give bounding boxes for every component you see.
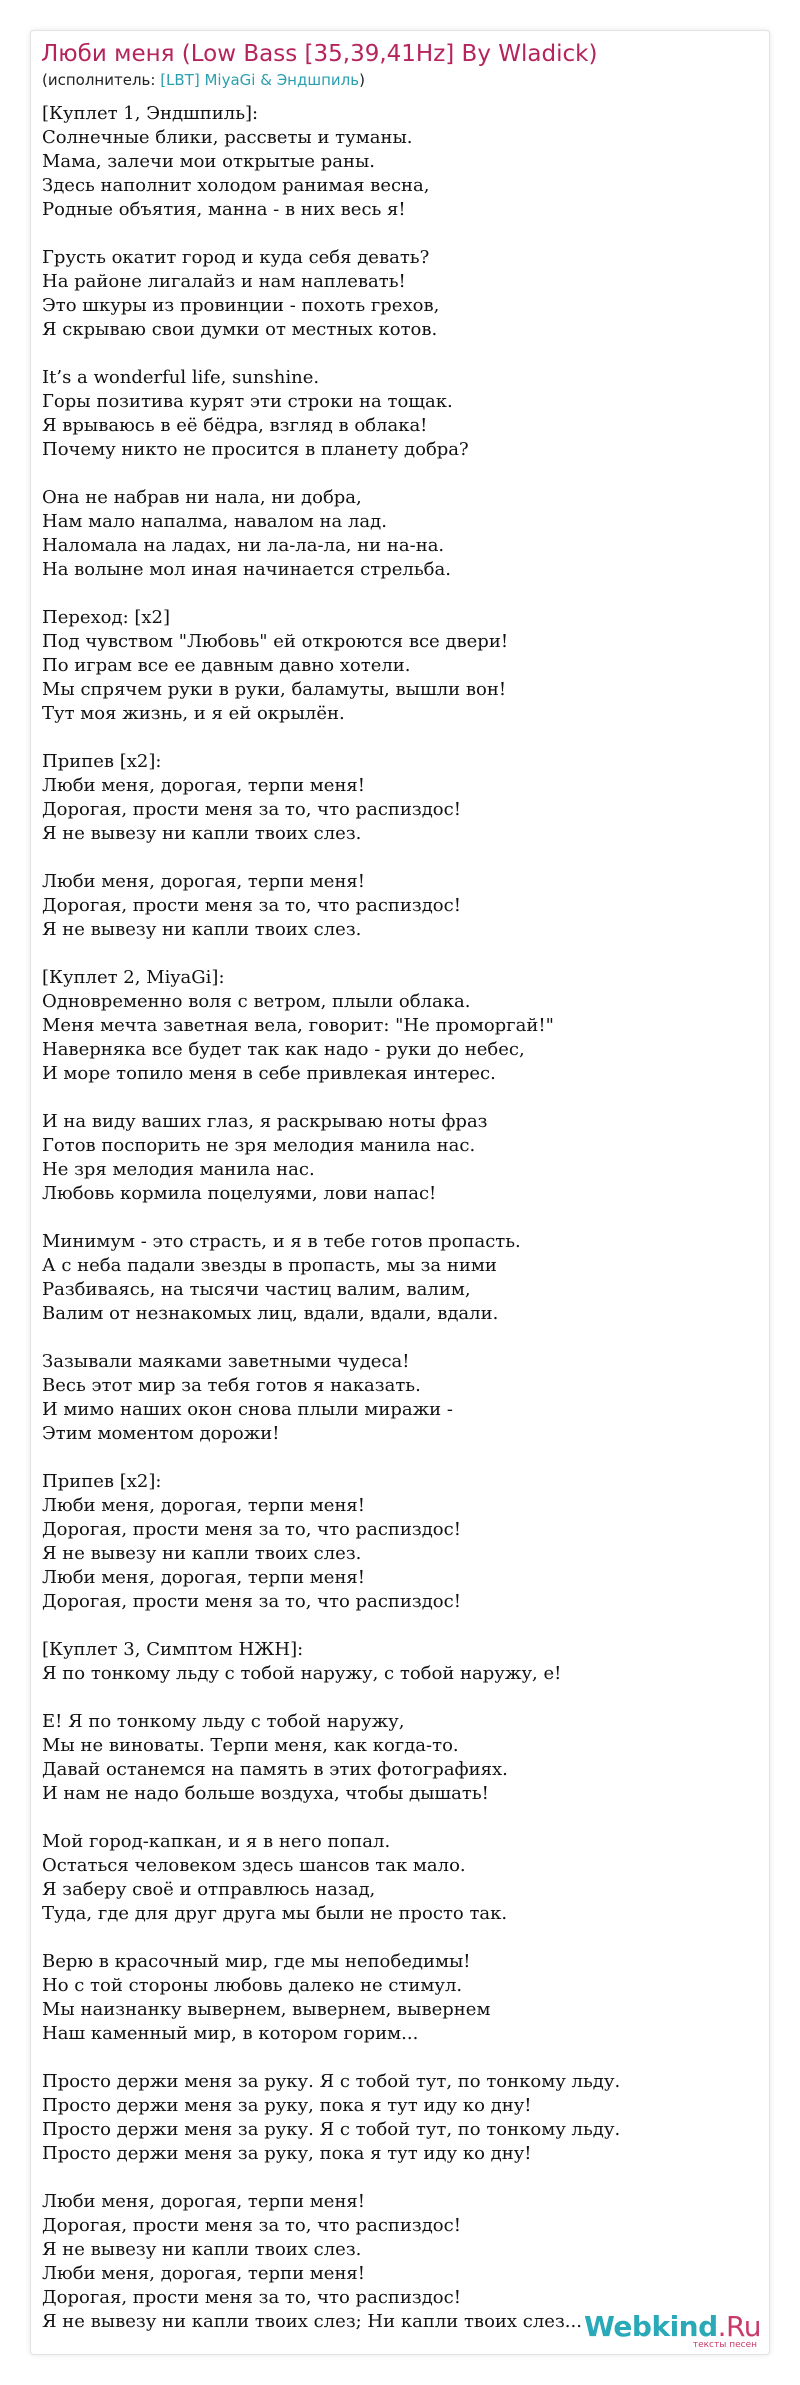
lyrics-line: Я не вывезу ни капли твоих слез; Ни капли твоих слез... (42, 2311, 582, 2332)
lyrics-line: Верю в красочный мир, где мы непобедимы! (42, 1951, 471, 1972)
lyrics-line: Меня мечта заветная вела, говорит: "Не проморгай!" (42, 1015, 554, 1036)
lyrics-line: Она не набрав ни нала, ни добра, (42, 487, 362, 508)
lyrics-line: Это шкуры из провинции - похоть грехов, (42, 295, 440, 316)
lyrics-line: Весь этот мир за тебя готов я наказать. (42, 1375, 421, 1396)
lyrics-line: Мой город-капкан, и я в него попал. (42, 1831, 391, 1852)
lyrics-line: Мы наизнанку вывернем, вывернем, вывернем (42, 1999, 491, 2020)
lyrics-line: Туда, где для друг друга мы были не просто так. (42, 1903, 508, 1924)
lyrics-line: И море топило меня в себе привлекая интерес. (42, 1063, 496, 1084)
lyrics-line: Зазывали маяками заветными чудеса! (42, 1351, 410, 1372)
lyrics-line: Я не вывезу ни капли твоих слез. (42, 1543, 362, 1564)
lyrics-stanza (42, 2070, 762, 2166)
lyrics-line: Этим моментом дорожи! (42, 1423, 280, 1444)
lyrics-line: Я не вывезу ни капли твоих слез. (42, 823, 362, 844)
lyrics-line: Мы спрячем руки в руки, баламуты, вышли вон! (42, 679, 507, 700)
lyrics-line: По играм все ее давным давно хотели. (42, 655, 411, 676)
lyrics-line: Переход: [x2] (42, 607, 171, 628)
lyrics-line: [Куплет 1, Эндшпиль]: (42, 103, 259, 124)
lyrics-line: Люби меня, дорогая, терпи меня! (42, 1567, 366, 1588)
lyrics-body (42, 102, 762, 2355)
lyrics-stanza (42, 1950, 762, 2046)
lyrics-line: И на виду ваших глаз, я раскрываю ноты фраз (42, 1111, 488, 1132)
lyrics-line: Родные объятия, манна - в них весь я! (42, 199, 406, 220)
lyrics-line: Просто держи меня за руку, пока я тут иду ко дну! (42, 2095, 532, 2116)
lyrics-stanza (42, 1710, 762, 1806)
lyrics-line: Я врываюсь в её бёдра, взгляд в облака! (42, 415, 428, 436)
lyrics-line: Грусть окатит город и куда себя девать? (42, 247, 430, 268)
lyrics-line: Дорогая, прости меня за то, что распиздос! (42, 1519, 461, 1540)
logo-tagline: тексты песен (692, 2340, 757, 2350)
lyrics-line: Дорогая, прости меня за то, что распиздос! (42, 895, 461, 916)
lyrics-stanza (42, 1230, 762, 1326)
page-title: Люби меня (Low Bass [35,39,41Hz] By Wladick) (41, 41, 598, 67)
lyrics-line: Мама, залечи мои открытые раны. (42, 151, 375, 172)
lyrics-stanza (42, 1830, 762, 1926)
lyrics-line: Припев [x2]: (42, 751, 162, 772)
lyrics-line: А с неба падали звезды в пропасть, мы за ними (42, 1255, 497, 1276)
lyrics-stanza (42, 1470, 762, 1614)
lyrics-stanza (42, 1638, 762, 1686)
lyrics-line: Припев [x2]: (42, 1471, 162, 1492)
lyrics-stanza (42, 102, 762, 222)
lyrics-line: Просто держи меня за руку. Я с тобой тут, по тонкому льду. (42, 2119, 621, 2140)
lyrics-line: [Куплет 3, Симптом НЖН]: (42, 1639, 304, 1660)
lyrics-line: Наверняка все будет так как надо - руки до небес, (42, 1039, 525, 1060)
lyrics-line: И мимо наших окон снова плыли миражи - (42, 1399, 453, 1420)
lyrics-line: Горы позитива курят эти строки на тощак. (42, 391, 453, 412)
lyrics-stanza (42, 366, 762, 462)
lyrics-line: Почему никто не просится в планету добра? (42, 439, 469, 460)
lyrics-line: Люби меня, дорогая, терпи меня! (42, 1495, 366, 1516)
lyrics-line: Просто держи меня за руку, пока я тут иду ко дну! (42, 2143, 532, 2164)
lyrics-line: Готов поспорить не зря мелодия манила нас. (42, 1135, 476, 1156)
lyrics-stanza (42, 606, 762, 726)
lyrics-stanza (42, 870, 762, 942)
lyrics-line: Мы не виноваты. Терпи меня, как когда-то. (42, 1735, 459, 1756)
lyrics-stanza (42, 1350, 762, 1446)
lyrics-card (30, 30, 770, 2355)
lyrics-line: It’s a wonderful life, sunshine. (42, 367, 320, 388)
logo-web: Web (584, 2310, 652, 2343)
artist-link[interactable]: [LBT] MiyaGi & Эндшпиль (160, 71, 360, 89)
lyrics-line: И нам не надо больше воздуха, чтобы дышать! (42, 1783, 489, 1804)
lyrics-stanza (42, 750, 762, 846)
lyrics-line: Люби меня, дорогая, терпи меня! (42, 2263, 366, 2284)
lyrics-line: Я скрываю свои думки от местных котов. (42, 319, 438, 340)
lyrics-line: Но с той стороны любовь далеко не стимул. (42, 1975, 463, 1996)
lyrics-line: [Куплет 2, MiyaGi]: (42, 967, 225, 988)
lyrics-line: Я не вывезу ни капли твоих слез. (42, 919, 362, 940)
lyrics-line: Здесь наполнит холодом ранимая весна, (42, 175, 430, 196)
lyrics-line: Е! Я по тонкому льду с тобой наружу, (42, 1711, 405, 1732)
lyrics-line: На районе лигалайз и нам наплевать! (42, 271, 406, 292)
lyrics-line: Тут моя жизнь, и я ей окрылён. (42, 703, 345, 724)
lyrics-line: Дорогая, прости меня за то, что распиздос! (42, 2287, 461, 2308)
site-logo[interactable] (584, 2312, 761, 2350)
lyrics-line: Минимум - это страсть, и я в тебе готов пропасть. (42, 1231, 521, 1252)
lyrics-line: Остаться человеком здесь шансов так мало. (42, 1855, 466, 1876)
lyrics-line: Разбиваясь, на тысячи частиц валим, валим, (42, 1279, 471, 1300)
lyrics-line: Наш каменный мир, в котором горим... (42, 2023, 419, 2044)
lyrics-line: Не зря мелодия манила нас. (42, 1159, 315, 1180)
lyrics-line: Нам мало напалма, навалом на лад. (42, 511, 387, 532)
logo-kind: kind (651, 2310, 718, 2343)
lyrics-line: Я не вывезу ни капли твоих слез. (42, 2239, 362, 2260)
logo-wordmark (584, 2312, 761, 2342)
lyrics-line: На волыне мол иная начинается стрельба. (42, 559, 451, 580)
lyrics-line: Просто держи меня за руку. Я с тобой тут, по тонкому льду. (42, 2071, 621, 2092)
lyrics-line: Дорогая, прости меня за то, что распиздос! (42, 1591, 461, 1612)
artist-prefix: (исполнитель: (42, 71, 161, 89)
logo-ru: .Ru (717, 2310, 761, 2343)
lyrics-line: Солнечные блики, рассветы и туманы. (42, 127, 413, 148)
lyrics-stanza (42, 1110, 762, 1206)
lyrics-stanza (42, 966, 762, 1086)
lyrics-line: Дорогая, прости меня за то, что распиздос! (42, 799, 461, 820)
lyrics-line: Любовь кормила поцелуями, лови напас! (42, 1183, 437, 1204)
lyrics-line: Люби меня, дорогая, терпи меня! (42, 775, 366, 796)
lyrics-line: Дорогая, прости меня за то, что распиздос! (42, 2215, 461, 2236)
artist-suffix: ) (359, 71, 365, 89)
lyrics-stanza (42, 246, 762, 342)
lyrics-line: Наломала на ладах, ни ла-ла-ла, ни на-на. (42, 535, 445, 556)
lyrics-line: Я заберу своё и отправлюсь назад, (42, 1879, 376, 1900)
lyrics-line: Люби меня, дорогая, терпи меня! (42, 2191, 366, 2212)
artist-byline (42, 71, 365, 89)
lyrics-line: Я по тонкому льду с тобой наружу, с тобой наружу, е! (42, 1663, 562, 1684)
lyrics-line: Давай останемся на память в этих фотографиях. (42, 1759, 508, 1780)
lyrics-line: Валим от незнакомых лиц, вдали, вдали, вдали. (42, 1303, 499, 1324)
lyrics-stanza (42, 486, 762, 582)
lyrics-line: Люби меня, дорогая, терпи меня! (42, 871, 366, 892)
lyrics-line: Под чувством "Любовь" ей откроются все двери! (42, 631, 509, 652)
lyrics-line: Одновременно воля с ветром, плыли облака. (42, 991, 471, 1012)
